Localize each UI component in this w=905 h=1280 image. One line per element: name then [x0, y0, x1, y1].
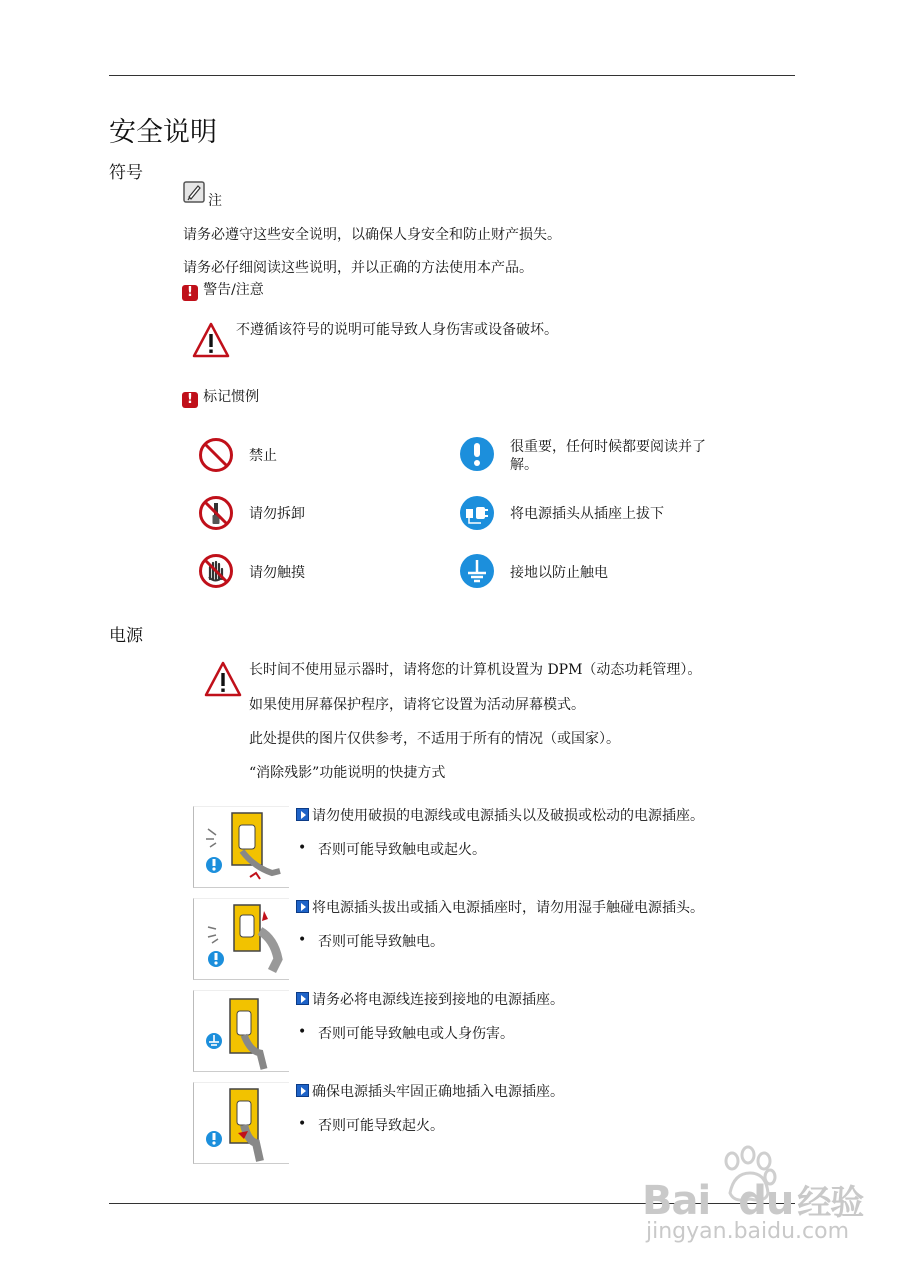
watermark-brand-text: Bai — [642, 1178, 711, 1224]
convention-label-unplug: 将电源插头从插座上拔下 — [510, 506, 664, 522]
note-icon — [183, 181, 205, 203]
power-item-2-bullet: 否则可能导致触电。 — [318, 934, 444, 950]
convention-label-no-touch: 请勿触摸 — [249, 565, 305, 581]
power-item-1-bullet: 否则可能导致触电或起火。 — [318, 842, 486, 858]
arrow-icon — [296, 900, 309, 913]
arrow-icon — [296, 992, 309, 1005]
watermark — [640, 1145, 870, 1245]
watermark-brand-text-2: du — [738, 1178, 794, 1224]
bullet-dot: • — [298, 1024, 307, 1040]
power-item-image-2 — [193, 898, 289, 980]
bullet-dot: • — [298, 1116, 307, 1132]
bullet-dot: • — [298, 932, 307, 948]
power-intro-2: 如果使用屏幕保护程序，请将它设置为活动屏幕模式。 — [249, 697, 585, 713]
power-item-4-bullet: 否则可能导致起火。 — [318, 1118, 444, 1134]
warning-badge-icon: ! — [182, 285, 198, 301]
note-label: 注 — [208, 193, 222, 209]
prohibited-icon — [198, 437, 234, 473]
note-line-1: 请务必遵守这些安全说明，以确保人身安全和防止财产损失。 — [183, 227, 561, 243]
power-item-3-bullet: 否则可能导致触电或人身伤害。 — [318, 1026, 514, 1042]
conventions-label: 标记惯例 — [203, 389, 260, 405]
no-disassemble-icon — [198, 495, 234, 531]
top-rule — [109, 75, 795, 76]
power-item-image-4 — [193, 1082, 289, 1164]
conventions-label-row — [182, 388, 259, 408]
note-line-2: 请务必仔细阅读这些说明，并以正确的方法使用本产品。 — [183, 260, 533, 276]
power-intro-3: 此处提供的图片仅供参考，不适用于所有的情况（或国家）。 — [249, 731, 620, 747]
power-item-1-label: 请勿使用破损的电源线或电源插头以及破损或松动的电源插座。 — [312, 808, 704, 824]
power-item-3-text — [296, 991, 564, 1009]
watermark-brand — [642, 1175, 863, 1224]
ground-icon — [459, 553, 495, 589]
convention-label-important-text: 很重要，任何时候都要阅读并了解。 — [510, 439, 706, 473]
power-item-image-1 — [193, 806, 289, 888]
unplug-icon — [459, 495, 495, 531]
convention-label-no-disassemble: 请勿拆卸 — [249, 506, 305, 522]
watermark-url: jingyan.baidu.com — [646, 1219, 850, 1244]
section-heading-power: 电源 — [109, 626, 143, 646]
power-intro-1: 长时间不使用显示器时，请将您的计算机设置为 DPM（动态功耗管理）。 — [249, 662, 702, 678]
convention-label-prohibited: 禁止 — [249, 448, 277, 464]
power-warning-triangle-icon — [204, 661, 242, 697]
convention-label-ground: 接地以防止触电 — [510, 565, 608, 581]
watermark-brand-text-3: 经验 — [797, 1183, 864, 1223]
warning-triangle-icon — [192, 322, 230, 358]
conventions-badge-icon: ! — [182, 392, 198, 408]
power-item-4-text — [296, 1083, 564, 1101]
important-icon — [459, 436, 495, 472]
power-intro-4-link[interactable]: “消除残影”功能说明的快捷方式 — [249, 765, 446, 781]
arrow-icon — [296, 1084, 309, 1097]
bullet-dot: • — [298, 840, 307, 856]
power-item-2-label: 将电源插头拔出或插入电源插座时，请勿用湿手触碰电源插头。 — [312, 900, 704, 916]
warning-label: 警告/注意 — [203, 282, 264, 298]
power-item-3-label: 请务必将电源线连接到接地的电源插座。 — [312, 992, 564, 1008]
power-item-2-text — [296, 899, 704, 917]
no-touch-icon — [198, 553, 234, 589]
power-item-1-text — [296, 807, 704, 825]
warning-text: 不遵循该符号的说明可能导致人身伤害或设备破坏。 — [236, 322, 558, 338]
arrow-icon — [296, 808, 309, 821]
power-item-image-3 — [193, 990, 289, 1072]
convention-label-important — [510, 438, 710, 474]
section-heading-symbols: 符号 — [109, 163, 143, 183]
power-item-4-label: 确保电源插头牢固正确地插入电源插座。 — [312, 1084, 564, 1100]
warning-label-row — [182, 281, 264, 301]
page-title: 安全说明 — [109, 117, 217, 148]
